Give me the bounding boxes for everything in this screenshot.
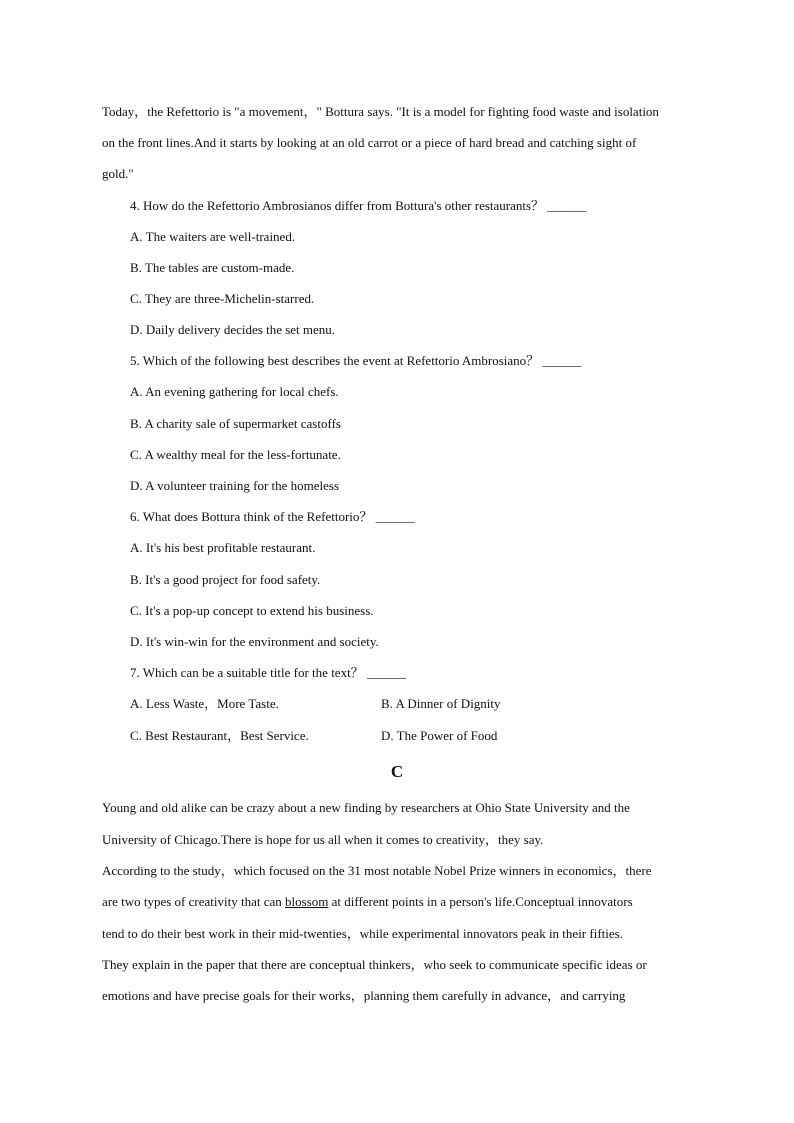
passage-c-line-1: Young and old alike can be crazy about a new finding by researchers at Ohio State University and the [102,800,630,815]
passage-c-line-3: According to the study，which focused on the 31 most notable Nobel Prize winners in economics，there [102,863,652,878]
question-6-option-c: C. It's a pop-up concept to extend his business. [130,603,374,618]
passage-c-line-4-end: at different points in a person's life.Conceptual innovators [328,894,633,909]
question-6-stem: 6. What does Bottura think of the Refettorio？ ______ [130,509,415,524]
intro-paragraph-line-2: on the front lines.And it starts by looking at an old carrot or a piece of hard bread and catching sight of [102,135,637,150]
question-7-option-b: B. A Dinner of Dignity [381,696,501,711]
question-6-option-a: A. It's his best profitable restaurant. [130,540,316,555]
intro-paragraph-line-3: gold." [102,166,134,181]
question-5-option-b: B. A charity sale of supermarket castoffs [130,416,341,431]
passage-c-line-7: emotions and have precise goals for their works，planning them carefully in advance，and carrying [102,988,626,1003]
question-7-option-c: C. Best Restaurant，Best Service. [130,728,309,743]
question-6-option-d: D. It's win-win for the environment and society. [130,634,379,649]
passage-c-line-4-start: are two types of creativity that can [102,894,286,909]
passage-c-line-5: tend to do their best work in their mid-twenties，while experimental innovators peak in their fifties. [102,926,623,941]
intro-paragraph-line-1: Today，the Refettorio is "a movement，" Bottura says. "It is a model for fighting food waste and isolation [102,104,659,119]
question-7-option-d: D. The Power of Food [381,728,498,743]
question-5-stem: 5. Which of the following best describes the event at Refettorio Ambrosiano？ ______ [130,353,582,368]
question-5-option-c: C. A wealthy meal for the less-fortunate. [130,447,341,462]
vocabulary-word-blossom: blossom [285,894,329,909]
passage-c-line-2: University of Chicago.There is hope for us all when it comes to creativity，they say. [102,832,544,847]
question-5-option-d: D. A volunteer training for the homeless [130,478,340,493]
question-4-option-b: B. The tables are custom-made. [130,260,295,275]
passage-c-line-6: They explain in the paper that there are conceptual thinkers，who seek to communicate specific ideas or [102,957,647,972]
question-7-option-a: A. Less Waste，More Taste. [130,696,279,711]
section-heading: C [390,762,404,781]
question-4-option-c: C. They are three-Michelin-starred. [130,291,315,306]
question-4-stem: 4. How do the Refettorio Ambrosianos differ from Bottura's other restaurants？ ______ [130,198,587,213]
passage-c-line-4 [102,894,633,910]
question-6-option-b: B. It's a good project for food safety. [130,572,321,587]
question-5-option-a: A. An evening gathering for local chefs. [130,384,339,399]
question-4-option-d: D. Daily delivery decides the set menu. [130,322,336,337]
question-7-stem: 7. Which can be a suitable title for the text？ ______ [130,665,406,680]
question-4-option-a: A. The waiters are well-trained. [130,229,296,244]
